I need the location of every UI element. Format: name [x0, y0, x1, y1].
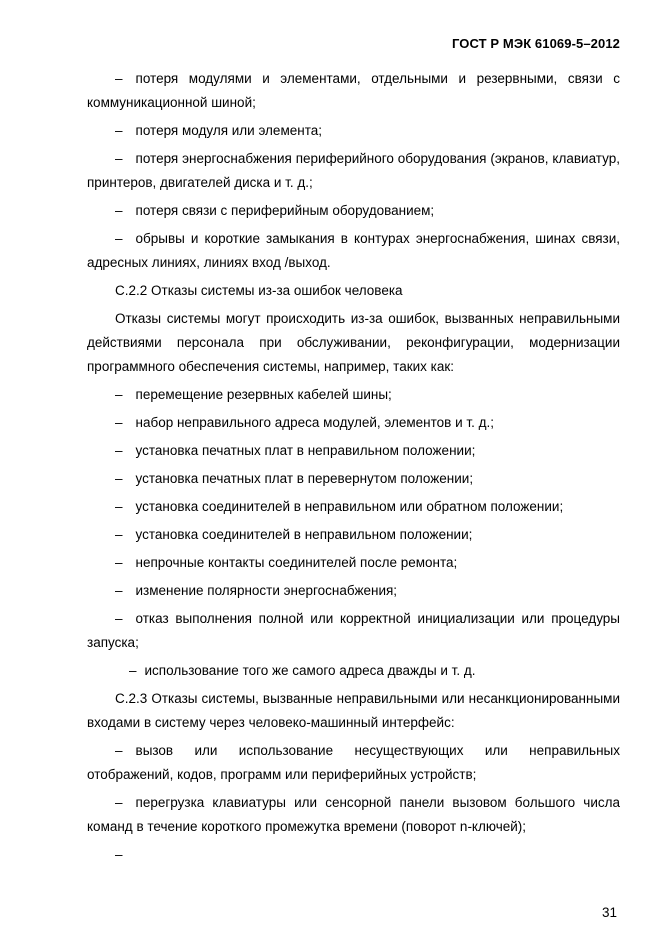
bullet-dash: –	[115, 415, 123, 430]
list-item-text: отказ выполнения полной или корректной инициализации или процедуры запуска;	[87, 611, 620, 650]
list-item	[87, 411, 620, 435]
list-item-text: перемещение резервных кабелей шины;	[135, 387, 392, 402]
bullet-dash: –	[115, 527, 123, 542]
page-number: 31	[601, 905, 617, 920]
doc-number: ГОСТ Р МЭК 61069-5–2012	[452, 36, 620, 51]
list-item-text: потеря модуля или элемента;	[135, 123, 322, 138]
list-item-text: установка печатных плат в перевернутом положении;	[135, 471, 474, 486]
list-item	[87, 383, 620, 407]
bullet-dash: –	[115, 743, 123, 758]
list-item-text: непрочные контакты соединителей после ремонта;	[135, 555, 458, 570]
list-item	[87, 119, 620, 143]
paragraph: Отказы системы могут происходить из-за ошибок, вызванных неправильными действиями персонала при обслуживании, реконфигурации, модернизации программного обеспечения системы, например, таких как:	[87, 311, 620, 374]
bullet-dash: –	[115, 583, 123, 598]
list-item-text: изменение полярности энергоснабжения;	[135, 583, 398, 598]
list-item	[87, 579, 620, 603]
bullet-dash: –	[115, 231, 123, 246]
bullet-dash: –	[129, 663, 137, 678]
list-item	[87, 439, 620, 463]
list-item-text: установка печатных плат в неправильном положении;	[135, 443, 476, 458]
list-item-text: набор неправильного адреса модулей, элементов и т. д.;	[135, 415, 494, 430]
bullet-dash: –	[115, 387, 123, 402]
list-item	[87, 551, 620, 575]
paragraph: С.2.3 Отказы системы, вызванные неправильными или несанкционированными входами в систему через человеко-машинный интерфейс:	[87, 691, 620, 730]
list-item-empty	[87, 843, 620, 867]
list-item	[87, 467, 620, 491]
list-item	[87, 147, 620, 195]
list-item-text: потеря модулями и элементами, отдельными и резервными, связи с коммуникационной шиной;	[87, 71, 620, 110]
list-item	[87, 791, 620, 839]
bullet-dash: –	[115, 71, 123, 86]
bullet-dash: –	[115, 471, 123, 486]
bullet-dash: –	[115, 203, 123, 218]
bullet-dash: –	[115, 499, 123, 514]
list-item	[87, 659, 620, 683]
section-heading: С.2.2 Отказы системы из-за ошибок человека	[115, 283, 403, 298]
bullet-dash: –	[115, 795, 123, 810]
list-item	[87, 67, 620, 115]
bullet-dash: –	[115, 123, 123, 138]
list-item	[87, 739, 620, 787]
list-item	[87, 523, 620, 547]
doc-header	[87, 36, 620, 51]
list-item-text: установка соединителей в неправильном или обратном положении;	[135, 499, 564, 514]
list-item-text: потеря энергоснабжения периферийного оборудования (экранов, клавиатур, принтеров, двигателей диска и т. д.;	[87, 151, 620, 190]
list-item-text: использование того же самого адреса дважды и т. д.	[144, 663, 476, 678]
list-item	[87, 199, 620, 223]
document-content	[87, 67, 620, 867]
bullet-dash: –	[115, 611, 123, 626]
bullet-dash: –	[115, 151, 123, 166]
list-item-text: перегрузка клавиатуры или сенсорной панели вызовом большого числа команд в течение короткого промежутка времени (поворот n-ключей);	[87, 795, 620, 834]
list-item-text: обрывы и короткие замыкания в контурах энергоснабжения, шинах связи, адресных линиях, линиях вход /выход.	[87, 231, 620, 270]
list-item	[87, 227, 620, 275]
list-item	[87, 607, 620, 655]
bullet-dash: –	[115, 847, 123, 862]
list-item-text: потеря связи с периферийным оборудованием;	[135, 203, 435, 218]
page-footer	[602, 905, 617, 920]
list-item-text: установка соединителей в неправильном положении;	[135, 527, 473, 542]
list-item	[87, 495, 620, 519]
bullet-dash: –	[115, 555, 123, 570]
bullet-dash: –	[115, 443, 123, 458]
list-item-text: вызов или использование несуществующих или неправильных отображений, кодов, программ или периферийных устройств;	[87, 743, 620, 782]
